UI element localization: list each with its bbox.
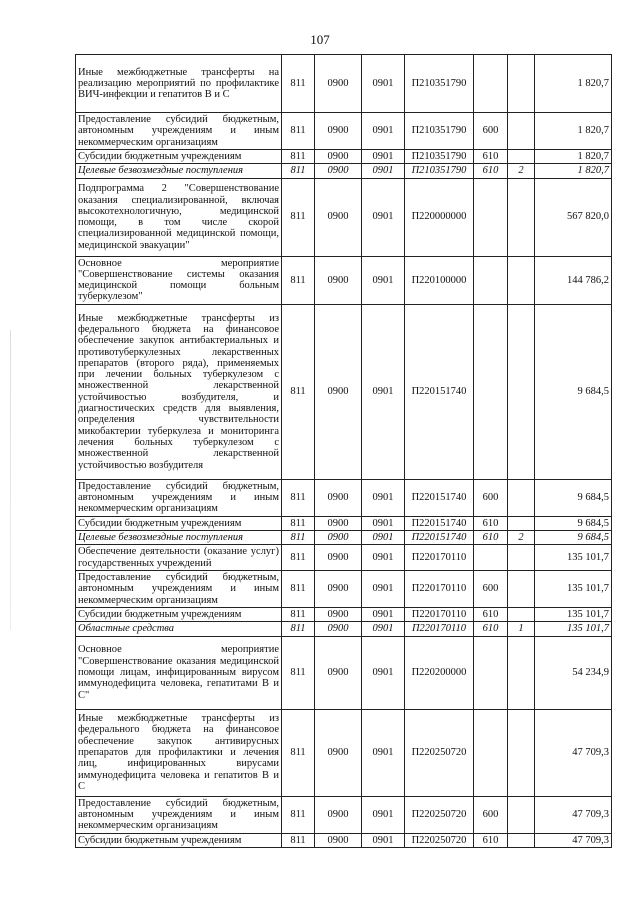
row-name: Субсидии бюджетным учреждениям — [76, 516, 282, 530]
row-grbs-code: 811 — [282, 256, 315, 304]
row-expense-type: 610 — [474, 833, 508, 847]
row-name: Областные средства — [76, 622, 282, 636]
table-row — [76, 833, 612, 847]
row-grbs-code: 811 — [282, 479, 315, 516]
row-expense-type: 610 — [474, 622, 508, 636]
row-amount: 9 684,5 — [535, 516, 612, 530]
row-funding-source — [508, 709, 535, 796]
row-target-article: П220170110 — [405, 545, 474, 571]
row-funding-source — [508, 570, 535, 607]
row-name: Предоставление субсидий бюджетным, автономным учреждениям и иным некоммерческим организациям — [76, 796, 282, 833]
row-name: Основное мероприятие "Совершенствование системы оказания медицинской помощи больным туберкулезом" — [76, 256, 282, 304]
table-row — [76, 545, 612, 571]
row-amount: 47 709,3 — [535, 796, 612, 833]
row-name: Предоставление субсидий бюджетным, автономным учреждениям и иным некоммерческим организациям — [76, 113, 282, 150]
row-section-code: 0900 — [315, 150, 362, 164]
row-expense-type: 600 — [474, 113, 508, 150]
row-amount: 135 101,7 — [535, 570, 612, 607]
row-subsection-code: 0901 — [362, 113, 405, 150]
table-row — [76, 164, 612, 178]
table-row — [76, 256, 612, 304]
row-funding-source — [508, 516, 535, 530]
table-row — [76, 636, 612, 709]
row-expense-type: 610 — [474, 607, 508, 621]
row-amount: 1 820,7 — [535, 55, 612, 113]
row-subsection-code: 0901 — [362, 796, 405, 833]
row-funding-source: 1 — [508, 622, 535, 636]
row-target-article: П220170110 — [405, 607, 474, 621]
row-funding-source — [508, 833, 535, 847]
row-subsection-code: 0901 — [362, 607, 405, 621]
row-funding-source — [508, 607, 535, 621]
row-section-code: 0900 — [315, 516, 362, 530]
row-subsection-code: 0901 — [362, 304, 405, 479]
row-funding-source — [508, 545, 535, 571]
row-grbs-code: 811 — [282, 150, 315, 164]
row-grbs-code: 811 — [282, 178, 315, 256]
row-target-article: П220151740 — [405, 304, 474, 479]
row-section-code: 0900 — [315, 178, 362, 256]
row-amount: 567 820,0 — [535, 178, 612, 256]
row-funding-source — [508, 796, 535, 833]
row-name: Иные межбюджетные трансферты из федерального бюджета на финансовое обеспечение закупок антибактериальных и противотуберкулезных лекарственных препаратов (второго ряда), применяемых при лечении больных туберкулезом с множественной лекарственной устойчивостью возбудителя, и диагностических средств для выявления, определения чувствительности микобактерии туберкулеза и мониторинга лечения больных туберкулезом с множественной лекарственной устойчивостью возбудителя — [76, 304, 282, 479]
row-section-code: 0900 — [315, 833, 362, 847]
table-row — [76, 570, 612, 607]
row-subsection-code: 0901 — [362, 164, 405, 178]
row-grbs-code: 811 — [282, 622, 315, 636]
row-amount: 135 101,7 — [535, 622, 612, 636]
row-section-code: 0900 — [315, 304, 362, 479]
row-grbs-code: 811 — [282, 304, 315, 479]
row-expense-type: 600 — [474, 570, 508, 607]
row-target-article: П210351790 — [405, 164, 474, 178]
row-target-article: П220000000 — [405, 178, 474, 256]
table-row — [76, 796, 612, 833]
row-subsection-code: 0901 — [362, 570, 405, 607]
row-name: Иные межбюджетные трансферты из федерального бюджета на финансовое обеспечение закупок антивирусных препаратов для профилактики и лечения лиц, инфицированных вирусами иммунодефицита человека и гепатитов В и С — [76, 709, 282, 796]
row-amount: 1 820,7 — [535, 164, 612, 178]
row-target-article: П220151740 — [405, 531, 474, 545]
row-target-article: П220250720 — [405, 709, 474, 796]
row-grbs-code: 811 — [282, 545, 315, 571]
row-grbs-code: 811 — [282, 607, 315, 621]
row-funding-source — [508, 178, 535, 256]
row-expense-type: 610 — [474, 164, 508, 178]
row-name: Предоставление субсидий бюджетным, автономным учреждениям и иным некоммерческим организациям — [76, 479, 282, 516]
row-section-code: 0900 — [315, 479, 362, 516]
row-expense-type — [474, 709, 508, 796]
table-row — [76, 55, 612, 113]
row-section-code: 0900 — [315, 636, 362, 709]
row-expense-type: 600 — [474, 479, 508, 516]
row-subsection-code: 0901 — [362, 622, 405, 636]
row-section-code: 0900 — [315, 709, 362, 796]
row-funding-source — [508, 150, 535, 164]
row-name: Подпрограмма 2 "Совершенствование оказания специализированной, включая высокотехнологичную, медицинской помощи, в том числе скорой специализированной медицинской помощи, медицинской эвакуации" — [76, 178, 282, 256]
row-funding-source: 2 — [508, 164, 535, 178]
table-row — [76, 479, 612, 516]
row-expense-type: 610 — [474, 516, 508, 530]
table-row — [76, 531, 612, 545]
row-amount: 9 684,5 — [535, 479, 612, 516]
budget-table-body — [76, 55, 612, 848]
row-name: Целевые безвозмездные поступления — [76, 164, 282, 178]
row-subsection-code: 0901 — [362, 178, 405, 256]
row-funding-source — [508, 55, 535, 113]
table-row — [76, 622, 612, 636]
row-section-code: 0900 — [315, 113, 362, 150]
row-grbs-code: 811 — [282, 531, 315, 545]
row-subsection-code: 0901 — [362, 256, 405, 304]
row-amount: 54 234,9 — [535, 636, 612, 709]
row-expense-type — [474, 304, 508, 479]
row-expense-type: 610 — [474, 150, 508, 164]
row-funding-source: 2 — [508, 531, 535, 545]
row-section-code: 0900 — [315, 796, 362, 833]
row-grbs-code: 811 — [282, 55, 315, 113]
row-grbs-code: 811 — [282, 570, 315, 607]
row-amount: 1 820,7 — [535, 150, 612, 164]
row-amount: 135 101,7 — [535, 545, 612, 571]
row-subsection-code: 0901 — [362, 150, 405, 164]
row-grbs-code: 811 — [282, 636, 315, 709]
row-subsection-code: 0901 — [362, 479, 405, 516]
table-row — [76, 516, 612, 530]
row-expense-type: 600 — [474, 796, 508, 833]
row-subsection-code: 0901 — [362, 55, 405, 113]
row-subsection-code: 0901 — [362, 516, 405, 530]
row-target-article: П220170110 — [405, 622, 474, 636]
row-section-code: 0900 — [315, 545, 362, 571]
row-section-code: 0900 — [315, 531, 362, 545]
row-name: Субсидии бюджетным учреждениям — [76, 150, 282, 164]
row-expense-type — [474, 55, 508, 113]
row-funding-source — [508, 113, 535, 150]
row-section-code: 0900 — [315, 164, 362, 178]
row-expense-type: 610 — [474, 531, 508, 545]
budget-table — [75, 54, 612, 848]
row-amount: 9 684,5 — [535, 531, 612, 545]
row-target-article: П220151740 — [405, 516, 474, 530]
row-name: Субсидии бюджетным учреждениям — [76, 833, 282, 847]
row-name: Целевые безвозмездные поступления — [76, 531, 282, 545]
row-target-article: П220170110 — [405, 570, 474, 607]
row-section-code: 0900 — [315, 570, 362, 607]
row-funding-source — [508, 479, 535, 516]
row-grbs-code: 811 — [282, 833, 315, 847]
row-grbs-code: 811 — [282, 516, 315, 530]
row-section-code: 0900 — [315, 622, 362, 636]
scan-margin-line — [10, 330, 11, 630]
table-row — [76, 709, 612, 796]
row-grbs-code: 811 — [282, 113, 315, 150]
row-target-article: П210351790 — [405, 150, 474, 164]
row-section-code: 0900 — [315, 256, 362, 304]
row-subsection-code: 0901 — [362, 636, 405, 709]
page-number: 107 — [310, 32, 330, 47]
row-expense-type — [474, 178, 508, 256]
row-amount: 144 786,2 — [535, 256, 612, 304]
row-name: Предоставление субсидий бюджетным, автономным учреждениям и иным некоммерческим организациям — [76, 570, 282, 607]
row-funding-source — [508, 636, 535, 709]
row-subsection-code: 0901 — [362, 709, 405, 796]
row-funding-source — [508, 304, 535, 479]
row-subsection-code: 0901 — [362, 545, 405, 571]
row-amount: 135 101,7 — [535, 607, 612, 621]
row-expense-type — [474, 545, 508, 571]
row-target-article: П220250720 — [405, 833, 474, 847]
table-row — [76, 178, 612, 256]
row-amount: 47 709,3 — [535, 833, 612, 847]
row-target-article: П210351790 — [405, 55, 474, 113]
row-target-article: П220151740 — [405, 479, 474, 516]
row-subsection-code: 0901 — [362, 531, 405, 545]
row-grbs-code: 811 — [282, 796, 315, 833]
row-name: Иные межбюджетные трансферты на реализацию мероприятий по профилактике ВИЧ-инфекции и гепатитов В и С — [76, 55, 282, 113]
row-amount: 1 820,7 — [535, 113, 612, 150]
row-expense-type — [474, 636, 508, 709]
table-row — [76, 150, 612, 164]
row-name: Субсидии бюджетным учреждениям — [76, 607, 282, 621]
row-grbs-code: 811 — [282, 709, 315, 796]
row-target-article: П220250720 — [405, 796, 474, 833]
row-section-code: 0900 — [315, 55, 362, 113]
row-target-article: П220200000 — [405, 636, 474, 709]
row-name: Обеспечение деятельности (оказание услуг) государственных учреждений — [76, 545, 282, 571]
row-subsection-code: 0901 — [362, 833, 405, 847]
row-grbs-code: 811 — [282, 164, 315, 178]
row-target-article: П210351790 — [405, 113, 474, 150]
row-funding-source — [508, 256, 535, 304]
table-row — [76, 304, 612, 479]
row-section-code: 0900 — [315, 607, 362, 621]
row-amount: 9 684,5 — [535, 304, 612, 479]
table-row — [76, 113, 612, 150]
row-target-article: П220100000 — [405, 256, 474, 304]
table-row — [76, 607, 612, 621]
row-name: Основное мероприятие "Совершенствование оказания медицинской помощи лицам, инфицированным вирусом иммунодефицита человека, гепатитами В и С" — [76, 636, 282, 709]
row-amount: 47 709,3 — [535, 709, 612, 796]
row-expense-type — [474, 256, 508, 304]
